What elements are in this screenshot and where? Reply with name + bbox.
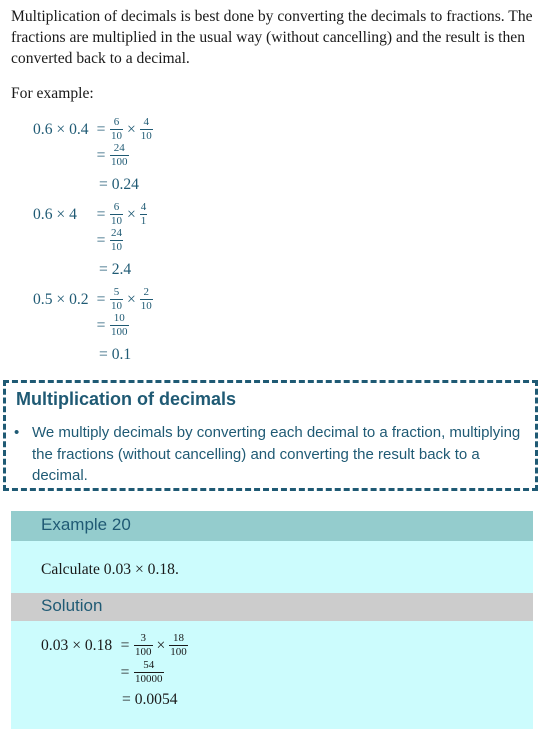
equals-sign: = xyxy=(96,146,106,164)
fraction: $\frac{5}{10}$ xyxy=(111,286,122,312)
key-point-text: We multiply decimals by converting each decimal to a fraction, multiplying the fractions (without cancelling) and converting the result back to a decimal. xyxy=(32,424,521,484)
worked-c-lhs: 0.5 × 0.2 xyxy=(33,290,89,308)
solution-line-1 xyxy=(41,633,189,658)
bullet-icon: • xyxy=(14,424,20,441)
fraction: $\frac{4}{1}$ xyxy=(140,201,147,227)
equals-sign: = xyxy=(120,663,130,681)
fraction: $\frac{3}{100}$ xyxy=(135,632,152,658)
worked-c-result: = 0.1 xyxy=(99,346,132,363)
worked-a-lhs: 0.6 × 0.4 xyxy=(33,120,89,138)
for-example-label: For example: xyxy=(11,85,94,102)
worked-b-result: = 2.4 xyxy=(99,261,132,278)
times-sign: × xyxy=(127,120,136,138)
worked-c-line-2 xyxy=(93,313,130,338)
key-point-bullet xyxy=(14,422,529,487)
solution-lhs: 0.03 × 0.18 xyxy=(41,636,113,654)
example-question: Calculate 0.03 × 0.18. xyxy=(41,561,179,578)
fraction: $\frac{6}{10}$ xyxy=(111,116,122,142)
fraction: $\frac{24}{100}$ xyxy=(111,142,128,168)
fraction: $\frac{24}{10}$ xyxy=(111,227,122,253)
worked-a-result: = 0.24 xyxy=(99,176,139,193)
equals-sign: = xyxy=(96,316,106,334)
solution-result: = 0.0054 xyxy=(122,691,178,708)
fraction: $\frac{10}{100}$ xyxy=(111,312,128,338)
worked-c-line-1 xyxy=(33,287,154,312)
times-sign: × xyxy=(127,290,136,308)
key-point-box xyxy=(3,380,538,491)
equals-sign: = xyxy=(96,231,106,249)
times-sign: × xyxy=(127,205,136,223)
worked-a-line-2 xyxy=(93,143,130,168)
intro-paragraph: Multiplication of decimals is best done by converting the decimals to fractions. The fractions are multiplied in the usual way (without cancelling) and the result is then converted back to a decimal. xyxy=(11,8,533,67)
solution-title: Solution xyxy=(41,596,103,615)
equals-sign: = xyxy=(96,205,106,223)
worked-a-line-1 xyxy=(33,117,154,142)
example-header xyxy=(11,511,533,541)
key-point-title: Multiplication of decimals xyxy=(16,389,237,409)
equals-sign: = xyxy=(96,120,106,138)
times-sign: × xyxy=(156,636,166,654)
example-title: Example 20 xyxy=(41,515,131,534)
worked-b-lhs: 0.6 × 4 xyxy=(33,205,77,223)
fraction: $\frac{2}{10}$ xyxy=(140,286,152,312)
fraction: $\frac{4}{10}$ xyxy=(140,116,152,142)
solution-line-2 xyxy=(117,660,165,685)
worked-b-line-2 xyxy=(93,228,124,253)
example-box xyxy=(11,511,533,729)
fraction: $\frac{6}{10}$ xyxy=(111,201,122,227)
equals-sign: = xyxy=(120,636,130,654)
fraction: $\frac{18}{100}$ xyxy=(170,632,187,658)
fraction: $\frac{54}{10000}$ xyxy=(135,659,163,685)
equals-sign: = xyxy=(96,290,106,308)
solution-header xyxy=(11,593,533,621)
worked-b-line-1 xyxy=(33,202,148,227)
